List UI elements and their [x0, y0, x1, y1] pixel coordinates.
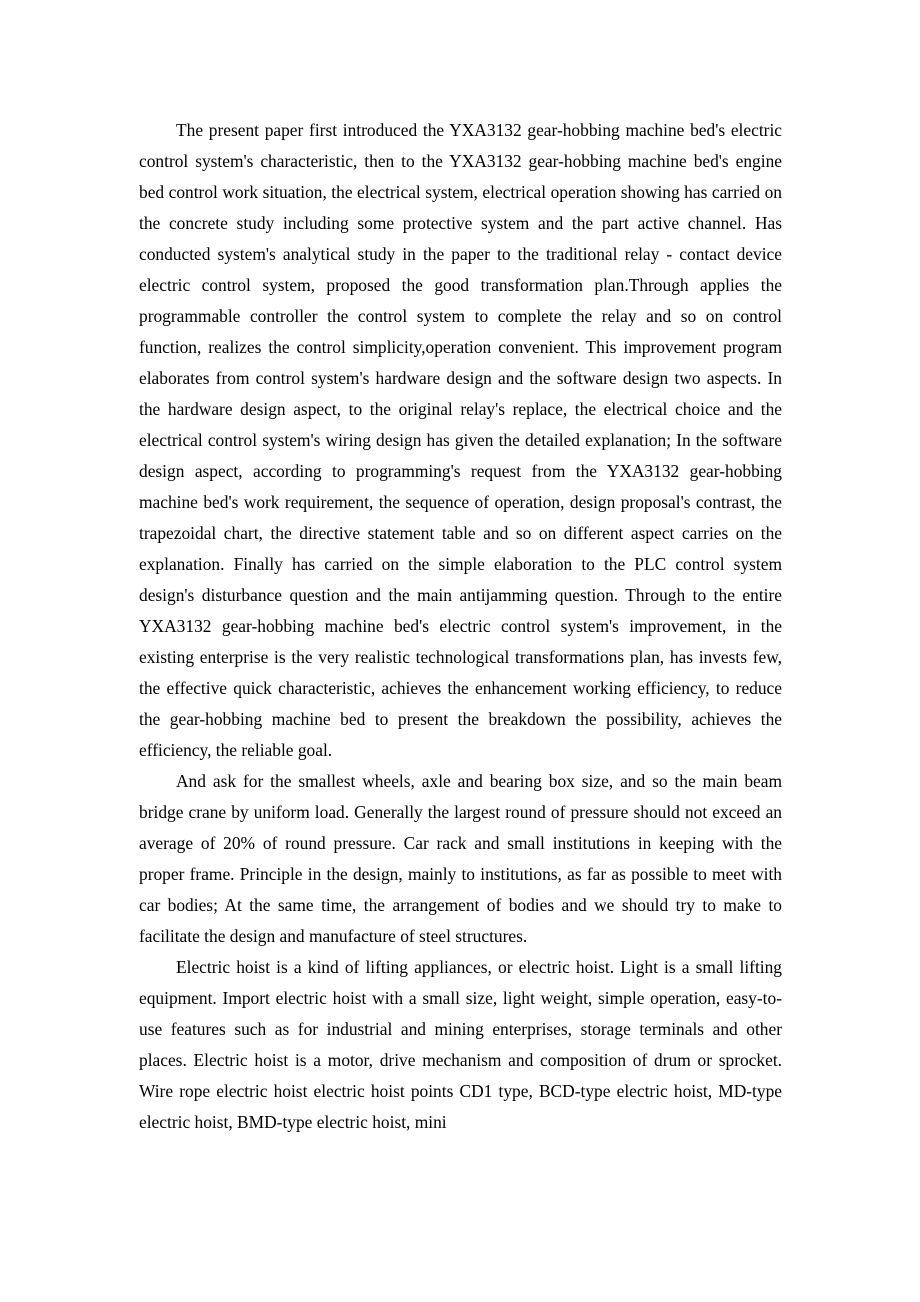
body-text	[139, 115, 782, 1138]
paragraph-bridge-crane-wheels: And ask for the smallest wheels, axle and bearing box size, and so the main beam bridge crane by uniform load. Generally the largest round of pressure should not exceed an average of 20% of round pressure. Car rack and small institutions in keeping with the proper frame. Principle in the design, mainly to institutions, as far as possible to meet with car bodies; At the same time, the arrangement of bodies and we should try to make to facilitate the design and manufacture of steel structures.	[139, 771, 782, 946]
paragraph-gear-hobbing-abstract: The present paper first introduced the YXA3132 gear-hobbing machine bed's electric control system's characteristic, then to the YXA3132 gear-hobbing machine bed's engine bed control work situation, the electrical system, electrical operation showing has carried on the concrete study including some protective system and the part active channel. Has conducted system's analytical study in the paper to the traditional relay - contact device electric control system, proposed the good transformation plan.Through applies the programmable controller the control system to complete the relay and so on control function, realizes the control simplicity,operation convenient. This improvement program elaborates from control system's hardware design and the software design two aspects. In the hardware design aspect, to the original relay's replace, the electrical choice and the electrical control system's wiring design has given the detailed explanation; In the software design aspect, according to programming's request from the YXA3132 gear-hobbing machine bed's work requirement, the sequence of operation, design proposal's contrast, the trapezoidal chart, the directive statement table and so on different aspect carries on the explanation. Finally has carried on the simple elaboration to the PLC control system design's disturbance question and the main antijamming question. Through to the entire YXA3132 gear-hobbing machine bed's electric control system's improvement, in the existing enterprise is the very realistic technological transformations plan, has invests few, the effective quick characteristic, achieves the enhancement working efficiency, to reduce the gear-hobbing machine bed to present the breakdown the possibility, achieves the efficiency, the reliable goal.	[139, 120, 782, 760]
paragraph-electric-hoist: Electric hoist is a kind of lifting appliances, or electric hoist. Light is a small lifting equipment. Import electric hoist with a small size, light weight, simple operation, easy-to-use features such as for industrial and mining enterprises, storage terminals and other places. Electric hoist is a motor, drive mechanism and composition of drum or sprocket. Wire rope electric hoist electric hoist points CD1 type, BCD-type electric hoist, MD-type electric hoist, BMD-type electric hoist, mini	[139, 957, 782, 1132]
